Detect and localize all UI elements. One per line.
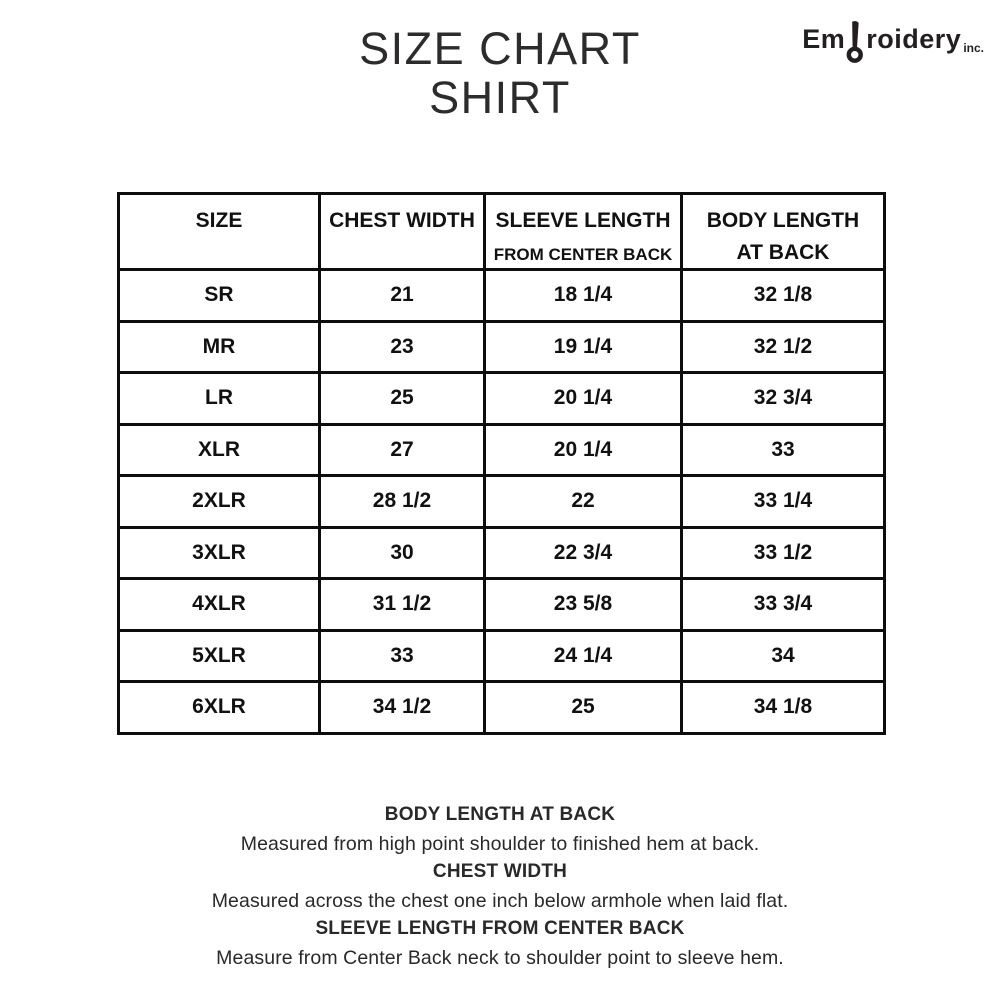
measurement-cell: 33 — [682, 424, 885, 476]
measurement-notes — [0, 801, 1000, 972]
table-row — [119, 424, 885, 476]
measurement-cell: 25 — [485, 682, 682, 734]
column-header-chest-width — [320, 194, 485, 270]
column-header-body-length — [682, 194, 885, 270]
measurement-cell: 28 1/2 — [320, 476, 485, 528]
column-label: SIZE — [195, 209, 243, 232]
measurement-cell: 27 — [320, 424, 485, 476]
table-header-row — [119, 194, 885, 270]
column-header-size — [119, 194, 320, 270]
measurement-cell: 34 — [682, 630, 885, 682]
logo-text-inc: inc. — [963, 41, 984, 55]
size-cell: 2XLR — [119, 476, 320, 528]
size-cell: LR — [119, 373, 320, 425]
brand-logo — [802, 21, 984, 64]
measurement-cell: 22 3/4 — [485, 527, 682, 579]
measurement-cell: 23 — [320, 321, 485, 373]
measurement-cell: 31 1/2 — [320, 579, 485, 631]
size-cell: 4XLR — [119, 579, 320, 631]
table-row — [119, 630, 885, 682]
measurement-cell: 32 3/4 — [682, 373, 885, 425]
measurement-cell: 33 1/2 — [682, 527, 885, 579]
note-heading-body-length: BODY LENGTH AT BACK — [384, 804, 616, 825]
measurement-cell: 20 1/4 — [485, 373, 682, 425]
measurement-cell: 19 1/4 — [485, 321, 682, 373]
note-desc-sleeve-length: Measure from Center Back neck to shoulder point to sleeve hem. — [216, 946, 784, 969]
column-header-sleeve-length — [485, 194, 682, 270]
size-cell: XLR — [119, 424, 320, 476]
table-row — [119, 527, 885, 579]
title-size-chart: SIZE CHART — [359, 23, 641, 74]
size-cell: SR — [119, 270, 320, 322]
measurement-cell: 22 — [485, 476, 682, 528]
stylized-b-icon — [846, 21, 865, 64]
logo-text-roidery: roidery — [866, 24, 962, 54]
title-shirt: SHIRT — [429, 72, 571, 123]
measurement-cell: 33 1/4 — [682, 476, 885, 528]
size-cell: 6XLR — [119, 682, 320, 734]
measurement-cell: 33 — [320, 630, 485, 682]
column-label: SLEEVE LENGTH — [495, 209, 671, 232]
table-row — [119, 682, 885, 734]
note-heading-sleeve-length: SLEEVE LENGTH FROM CENTER BACK — [315, 918, 685, 939]
size-cell: MR — [119, 321, 320, 373]
column-label: CHEST WIDTH — [329, 209, 475, 232]
measurement-cell: 23 5/8 — [485, 579, 682, 631]
measurement-cell: 32 1/2 — [682, 321, 885, 373]
measurement-cell: 24 1/4 — [485, 630, 682, 682]
measurement-cell: 18 1/4 — [485, 270, 682, 322]
table-row — [119, 579, 885, 631]
size-table — [117, 192, 886, 735]
size-cell: 3XLR — [119, 527, 320, 579]
measurement-cell: 30 — [320, 527, 485, 579]
column-sublabel: FROM CENTER BACK — [493, 245, 673, 264]
size-cell: 5XLR — [119, 630, 320, 682]
column-sublabel: AT BACK — [736, 241, 830, 264]
logo-text-em: Em — [802, 24, 846, 54]
measurement-cell: 34 1/8 — [682, 682, 885, 734]
table-row — [119, 270, 885, 322]
measurement-cell: 32 1/8 — [682, 270, 885, 322]
table-row — [119, 321, 885, 373]
column-label: BODY LENGTH — [706, 209, 860, 232]
table-row — [119, 476, 885, 528]
measurement-cell: 25 — [320, 373, 485, 425]
note-heading-chest-width: CHEST WIDTH — [432, 861, 568, 882]
measurement-cell: 33 3/4 — [682, 579, 885, 631]
size-table-body — [119, 270, 885, 734]
measurement-cell: 21 — [320, 270, 485, 322]
measurement-cell: 34 1/2 — [320, 682, 485, 734]
note-desc-body-length: Measured from high point shoulder to finished hem at back. — [240, 832, 760, 855]
measurement-cell: 20 1/4 — [485, 424, 682, 476]
note-desc-chest-width: Measured across the chest one inch below armhole when laid flat. — [211, 889, 789, 912]
table-row — [119, 373, 885, 425]
